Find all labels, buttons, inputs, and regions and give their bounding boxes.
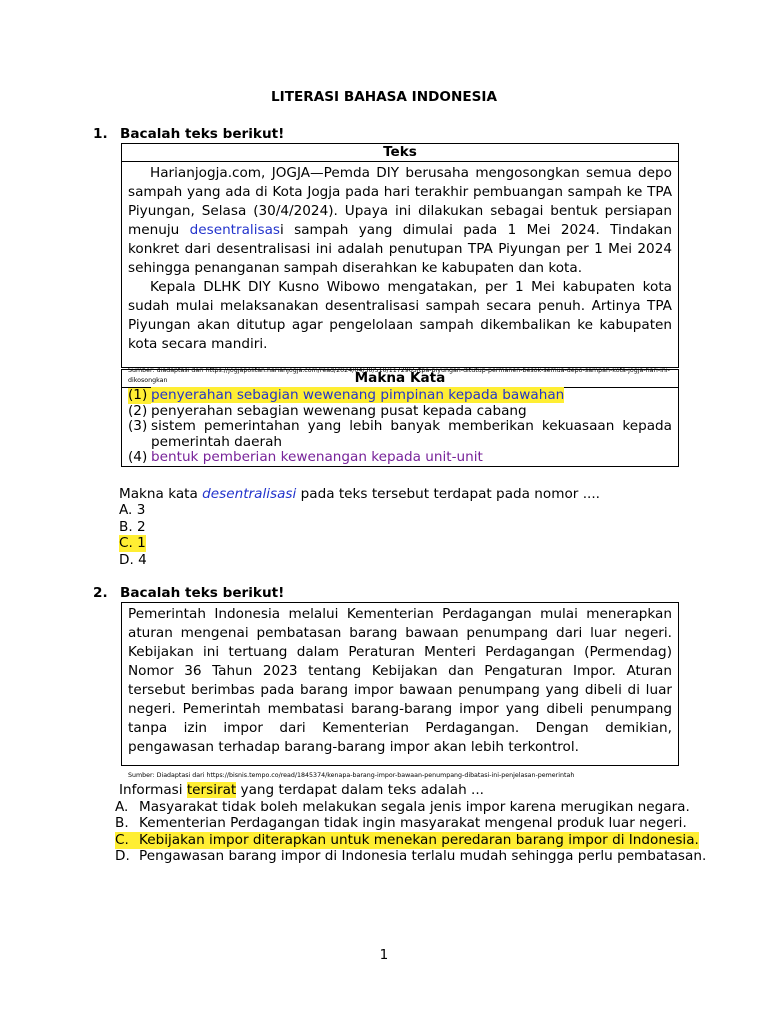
prompt-term: tersirat bbox=[186, 782, 237, 798]
page-number: 1 bbox=[379, 947, 389, 963]
question-1-heading bbox=[93, 126, 284, 142]
question-2-source: Sumber: Diadaptasi dari https://bisnis.tempo.co/read/1845374/kenapa-barang-impor-bawaan-penumpang-dibatasi-ini-penjelasan-pemerintah bbox=[128, 772, 575, 779]
document-title: LITERASI BAHASA INDONESIA bbox=[271, 89, 497, 105]
prompt-term: desentralisasi bbox=[202, 486, 297, 502]
question-2-option-c[interactable]: C. Kebijakan impor diterapkan untuk menekan peredaran barang impor di Indonesia. bbox=[115, 832, 699, 848]
highlighted-term: desentralisas bbox=[189, 222, 280, 238]
makna-item-2: (2) penyerahan sebagian wewenang pusat kepada cabang bbox=[128, 402, 527, 419]
makna-item-4: (4) bentuk pemberian kewenangan kepada unit-unit bbox=[128, 449, 483, 465]
question-1-paragraph-1: Harianjogja.com, JOGJA—Pemda DIY berusaha mengosongkan semua depo sampah yang ada di Kota Jogja pada hari terakhir pembuangan sampah ke TPA Piyungan, Selasa (30/4/2024). Upaya ini dilakukan sebagai bentuk persiapan menuju desentralisasi sampah yang dimulai pada 1 Mei 2024. Tindakan konkret dari desentralisasi ini adalah penutupan TPA Piyungan per 1 Mei 2024 sehingga penanganan sampah diserahkan ke kabupaten dan kota. bbox=[128, 165, 672, 276]
question-1-prompt: Makna kata desentralisasi pada teks tersebut terdapat pada nomor .... bbox=[119, 486, 600, 502]
makna-kata-box bbox=[121, 369, 679, 467]
makna-kata-header: Makna Kata bbox=[122, 370, 678, 388]
question-1-instruction: Bacalah teks berikut! bbox=[120, 126, 285, 142]
question-1-option-a[interactable]: A. 3 bbox=[119, 502, 146, 518]
question-1-source: Sumber: diadaptasi dari https://jogjapolitan.harianjogja.com/read/2024/04/30/510/1172965/tpa-piyungan-ditutup-permanen-besok-semua-depo-sampah-kota-jogja-hari-ini-dikosongkan bbox=[128, 367, 670, 384]
question-1-option-d[interactable]: D. 4 bbox=[119, 552, 147, 568]
question-2-prompt: Informasi tersirat yang terdapat dalam teks adalah ... bbox=[119, 782, 485, 798]
question-2-option-a[interactable]: A. Masyarakat tidak boleh melakukan segala jenis impor karena merugikan negara. bbox=[115, 799, 690, 815]
question-1-number: 1. bbox=[93, 126, 108, 142]
makna-item-3: (3) sistem pemerintahan yang lebih banyak memberikan kekuasaan kepada pemerintah daerah bbox=[128, 418, 672, 450]
question-1-paragraph-2: Kepala DLHK DIY Kusno Wibowo mengatakan, per 1 Mei kabupaten kota sudah mulai melaksanakan desentralisasi sampah secara penuh. Artinya TPA Piyungan akan ditutup agar pengelolaan sampah dikembalikan ke kabupaten kota secara mandiri. bbox=[128, 279, 672, 352]
text-box-header: Teks bbox=[122, 144, 678, 162]
question-1-option-c[interactable]: C. 1 bbox=[119, 535, 146, 551]
question-2-option-d[interactable]: D. Pengawasan barang impor di Indonesia terlalu mudah sehingga perlu pembatasan. bbox=[115, 848, 707, 864]
question-2-option-b[interactable]: B. Kementerian Perdagangan tidak ingin masyarakat mengenal produk luar negeri. bbox=[115, 815, 687, 831]
makna-item-1: (1) penyerahan sebagian wewenang pimpinan kepada bawahan bbox=[128, 387, 565, 403]
question-2-paragraph: Pemerintah Indonesia melalui Kementerian Perdagangan mulai menerapkan aturan mengenai pembatasan barang bawaan penumpang dari luar negeri. Kebijakan ini tertuang dalam Peraturan Menteri Perdagangan (Permendag) Nomor 36 Tahun 2023 tentang Kebijakan dan Pengaturan Impor. Aturan tersebut berimbas pada barang impor bawaan penumpang yang dibeli di luar negeri. Pemerintah membatasi barang-barang impor yang dibeli penumpang tanpa izin impor dari Kementerian Perdagangan. Dengan demikian, pengawasan terhadap barang-barang impor akan lebih terkontrol. bbox=[128, 606, 672, 755]
question-2-number: 2. bbox=[93, 585, 108, 601]
question-2-text-box bbox=[121, 602, 679, 779]
question-2-heading bbox=[93, 585, 284, 601]
question-1-option-b[interactable]: B. 2 bbox=[119, 519, 146, 535]
question-2-instruction: Bacalah teks berikut! bbox=[120, 585, 285, 601]
